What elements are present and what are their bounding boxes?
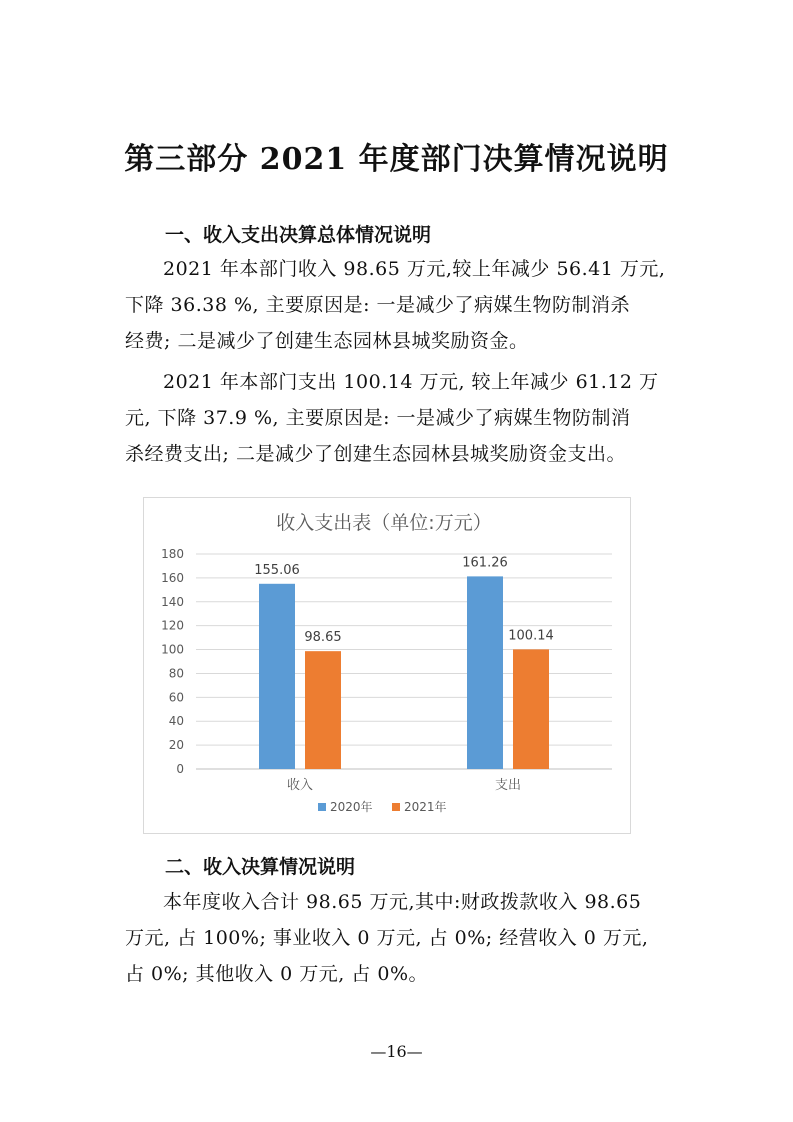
chart-title: 收入支出表（单位:万元） — [276, 512, 492, 534]
paragraph-line: 经费; 二是减少了创建生态园林县城奖励资金。 — [125, 330, 529, 352]
paragraph-income-summary — [125, 884, 677, 992]
data-label: 98.65 — [304, 630, 342, 646]
y-tick-label: 140 — [161, 594, 184, 609]
data-label: 100.14 — [508, 628, 554, 644]
paragraph-line: 万元, 占 100%; 事业收入 0 万元, 占 0%; 经营收入 0 万元, — [125, 927, 649, 949]
bar — [467, 576, 503, 769]
legend-label: 2020年 — [330, 800, 373, 814]
legend-swatch — [318, 803, 326, 811]
paragraph-income-expense-2 — [125, 364, 677, 472]
y-tick-label: 180 — [161, 547, 184, 561]
y-tick-label: 160 — [161, 570, 184, 585]
section-heading-2: 二、收入决算情况说明 — [165, 856, 356, 878]
y-tick-label: 20 — [168, 738, 184, 753]
section-heading-1: 一、收入支出决算总体情况说明 — [165, 224, 432, 246]
paragraph-line: 杀经费支出; 二是减少了创建生态园林县城奖励资金支出。 — [125, 443, 626, 465]
x-category-label: 收入 — [286, 778, 314, 793]
x-category-label: 支出 — [494, 778, 522, 793]
bar — [305, 651, 341, 769]
legend-label: 2021年 — [404, 800, 447, 814]
y-tick-label: 0 — [176, 762, 184, 776]
y-tick-label: 40 — [168, 714, 184, 729]
page-number: —16— — [370, 1042, 423, 1061]
y-tick-label: 80 — [168, 666, 184, 681]
data-label: 161.26 — [462, 555, 508, 571]
bar — [259, 584, 295, 769]
paragraph-line: 2021 年本部门支出 100.14 万元, 较上年减少 61.12 万 — [163, 371, 659, 393]
y-tick-label: 100 — [161, 642, 184, 657]
chart-svg — [144, 498, 630, 833]
data-label: 155.06 — [254, 562, 300, 578]
income-expense-chart — [143, 497, 631, 834]
y-tick-label: 120 — [161, 618, 184, 633]
bar — [513, 649, 549, 769]
paragraph-income-expense-1 — [125, 251, 677, 359]
paragraph-line: 2021 年本部门收入 98.65 万元,较上年减少 56.41 万元, — [163, 258, 666, 280]
legend-swatch — [392, 803, 400, 811]
y-tick-label: 60 — [168, 690, 184, 705]
paragraph-line: 占 0%; 其他收入 0 万元, 占 0%。 — [125, 963, 429, 985]
paragraph-line: 下降 36.38 %, 主要原因是: 一是减少了病媒生物防制消杀 — [125, 294, 631, 316]
paragraph-line: 元, 下降 37.9 %, 主要原因是: 一是减少了病媒生物防制消 — [125, 407, 631, 429]
paragraph-line: 本年度收入合计 98.65 万元,其中:财政拨款收入 98.65 — [163, 891, 642, 913]
page-title: 第三部分 2021 年度部门决算情况说明 — [124, 142, 669, 177]
